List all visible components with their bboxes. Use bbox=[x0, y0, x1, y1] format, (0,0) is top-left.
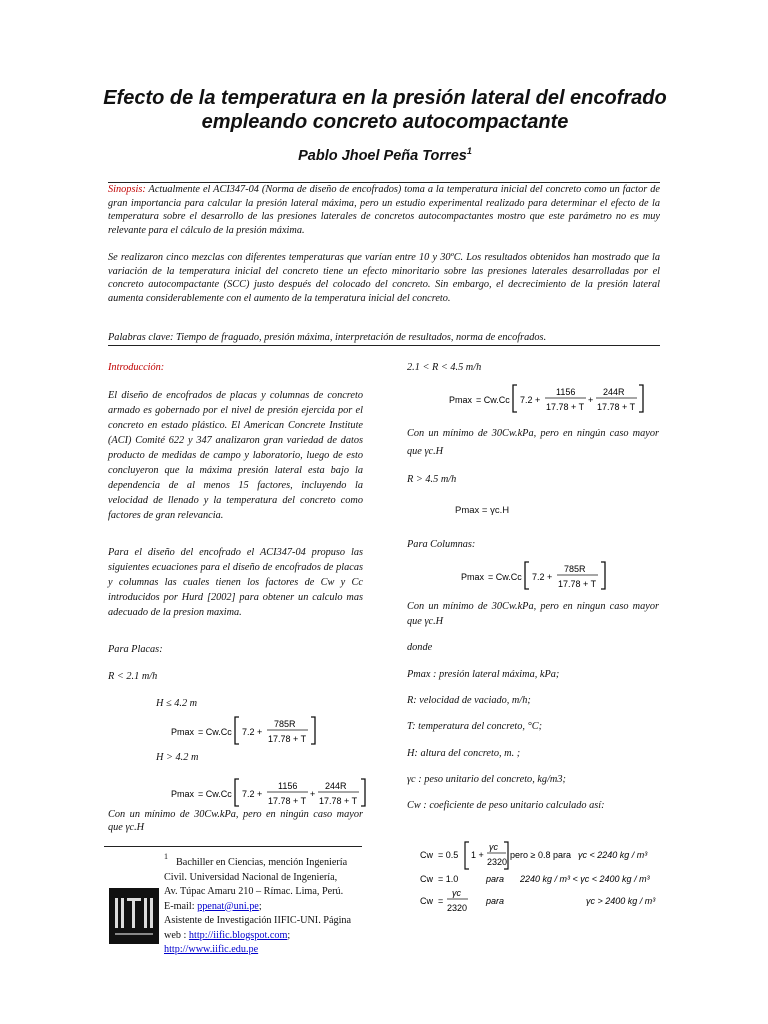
synopsis-label: Sinopsis: bbox=[108, 184, 146, 195]
cw-bracket-left bbox=[465, 842, 469, 869]
height-condition-gt: H > 4.2 m bbox=[156, 752, 199, 763]
eq-72: 7.2 + bbox=[520, 395, 541, 405]
footnote-line-1: Bachiller en Ciencias, mención Ingeniería bbox=[176, 857, 348, 868]
columnas-heading: Para Columnas: bbox=[407, 539, 476, 550]
cw-2-para: para bbox=[486, 874, 505, 884]
footnote-number: 1 bbox=[164, 852, 168, 861]
cw-gamma: γc bbox=[489, 842, 498, 852]
cw-3-label: Cw bbox=[420, 896, 433, 906]
eq-numerator-2: 244R bbox=[325, 781, 347, 791]
definition-h: H: altura del concreto, m. ; bbox=[407, 748, 521, 759]
eq-bracket-left bbox=[513, 385, 517, 412]
author-line bbox=[80, 146, 690, 164]
eq-bracket-right bbox=[311, 717, 315, 744]
equation-range bbox=[446, 381, 646, 415]
intro-paragraph-2: Para el diseño del encofrado el ACI347-04 propuso las siguientes ecuaciones para el diseño de encofrados de placas y columnas las cuales tienen los factores de Cw y Cc introducidos por Hurd [2002] para obtener un calculo mas adecuado de la presion maxima. bbox=[108, 547, 363, 618]
equation-columnas bbox=[458, 558, 608, 592]
email-punct: ; bbox=[258, 900, 262, 912]
cw-2-eq: = 1.0 bbox=[438, 874, 459, 884]
eq-denominator: 17.78 + T bbox=[268, 734, 307, 744]
definition-cw: Cw : coeficiente de peso unitario calculado así: bbox=[407, 800, 605, 811]
cw-2320: 2320 bbox=[487, 857, 508, 867]
footnote-line-6 bbox=[164, 929, 424, 944]
blog-link[interactable]: http://iific.blogspot.com bbox=[188, 929, 288, 941]
footnote-line-3: Av. Túpac Amaru 210 – Rímac. Lima, Perú. bbox=[164, 886, 344, 897]
cw-2-label: Cw bbox=[420, 874, 433, 884]
footnote-divider bbox=[104, 846, 362, 847]
eq-72: 7.2 + bbox=[242, 789, 263, 799]
eq-bracket-right bbox=[639, 385, 643, 412]
rate-range: 2.1 < R < 4.5 m/h bbox=[407, 362, 482, 373]
eq-pmax: Pmax bbox=[171, 727, 195, 737]
eq-denominator-1: 17.78 + T bbox=[268, 796, 307, 806]
eq-bracket-left bbox=[235, 779, 239, 806]
eq-numerator-2: 244R bbox=[603, 387, 625, 397]
eq-plus: + bbox=[310, 789, 316, 799]
cw-3-eq: = bbox=[438, 896, 444, 906]
author-footnote-mark: 1 bbox=[466, 146, 472, 156]
eq-bracket-left bbox=[525, 562, 529, 589]
synopsis-text: Actualmente el ACI347-04 (Norma de diseño de encofrados) toma a la temperatura inicial del concreto como un factor de gran importancia para calcular la presión lateral máxima, pero un estudio experimental realizado para determinar el efecto de la temperatura sobre el desarrollo de las presiones laterales de concretos autocompactantes mostro que este parámetro no es muy relevante para el cálculo de la presión máxima. bbox=[108, 184, 660, 236]
author-name: Pablo Jhoel Peña Torres bbox=[298, 147, 467, 164]
cw-3-2320: 2320 bbox=[447, 903, 468, 913]
eq-pmax: Pmax bbox=[461, 572, 485, 582]
eq-numerator: 785R bbox=[564, 564, 586, 574]
eq-bracket-right bbox=[361, 779, 365, 806]
footnote bbox=[164, 856, 424, 958]
paper-title: Efecto de la temperatura en la presión lateral del encofrado empleando concreto autocompactante bbox=[103, 87, 667, 133]
synopsis bbox=[108, 183, 660, 237]
keywords: Palabras clave: Tiempo de fraguado, presión máxima, interpretación de resultados, norma de encofrados. bbox=[108, 332, 547, 343]
cw-1-eq: = 0.5 bbox=[438, 850, 459, 860]
divider-keywords bbox=[108, 345, 660, 346]
placas-heading: Para Placas: bbox=[108, 644, 163, 655]
minimum-note-right-2: Con un mínimo de 30Cw.kPa, pero en ningun caso mayor que γc.H bbox=[407, 601, 659, 627]
height-condition-le: H ≤ 4.2 m bbox=[156, 698, 198, 709]
footnote-line-4 bbox=[164, 900, 424, 915]
cw-3-para: para bbox=[486, 896, 505, 906]
eq-numerator-1: 1156 bbox=[278, 781, 298, 791]
intro-paragraph-1: El diseño de encofrados de placas y columnas de concreto armado es gobernado por el nivel de presión ejercida por el concreto en estado plástico. El American Concrete Institute (ACI) Comité 622 y 347 analizaron gran variedad de datos producto de medidas de campo y laboratorio, luego de esto concluyeron que la máxima presión lateral esta bajo la dependencia de al menos 15 factores, incluyendo la velocidad de llenado y la temperatura del concreto como factores de gran relevancia. bbox=[108, 390, 363, 521]
cw-cond-2: 2240 kg / m³ < γc < 2400 kg / m³ bbox=[520, 874, 650, 884]
cw-equations bbox=[418, 838, 668, 918]
eq-denominator: 17.78 + T bbox=[558, 579, 597, 589]
equation-placas-h-gt bbox=[168, 775, 368, 809]
eq-numerator-1: 1156 bbox=[556, 387, 576, 397]
minimum-note-right-1: Con un mínimo de 30Cw.kPa, pero en ningún caso mayor que γc.H bbox=[407, 428, 659, 457]
rate-condition-low: R < 2.1 m/h bbox=[108, 671, 158, 682]
minimum-note-left: Con un mínimo de 30Cw.kPa, pero en ningún caso mayor que γc.H bbox=[108, 809, 363, 833]
eq-72: 7.2 + bbox=[532, 572, 553, 582]
email-link[interactable]: ppenat@uni.pe bbox=[197, 900, 259, 912]
intro-heading: Introducción: bbox=[108, 362, 165, 373]
cw-pero: pero ≥ 0.8 para bbox=[510, 850, 571, 860]
web-punct: ; bbox=[287, 929, 291, 941]
definition-r: R: velocidad de vaciado, m/h; bbox=[407, 695, 531, 706]
cw-cond-1: γc < 2240 kg / m³ bbox=[578, 850, 648, 860]
footnote-line-2: Civil. Universidad Nacional de Ingeniería, bbox=[164, 871, 338, 883]
eq-pmax: Pmax bbox=[449, 395, 473, 405]
eq-72: 7.2 + bbox=[242, 727, 263, 737]
eq-pmax: Pmax bbox=[171, 789, 195, 799]
eq-bracket-left bbox=[235, 717, 239, 744]
eq-denominator-2: 17.78 + T bbox=[597, 402, 636, 412]
eq-plus: + bbox=[588, 395, 594, 405]
eq-denominator-1: 17.78 + T bbox=[546, 402, 585, 412]
cw-one-plus: 1 + bbox=[471, 850, 484, 860]
eq-cwcc: = Cw.Cc bbox=[476, 395, 510, 405]
footnote-line-5: Asistente de Investigación IIFIC-UNI. Página bbox=[164, 915, 352, 926]
eq-bracket-right bbox=[601, 562, 605, 589]
eq-denominator-2: 17.78 + T bbox=[319, 796, 358, 806]
rate-condition-high: R > 4.5 m/h bbox=[407, 474, 457, 485]
web-label: web : bbox=[164, 929, 189, 941]
definition-t: T: temperatura del concreto, °C; bbox=[407, 721, 543, 732]
website-link[interactable]: http://www.iific.edu.pe bbox=[164, 944, 259, 955]
abstract-paragraph: Se realizaron cinco mezclas con diferentes temperaturas que varían entre 10 y 30ºC. Los resultados obtenidos han mostrado que la variación de la temperatura inicial del concreto tiene un efecto minoritario sobre las presiones laterales desarrolladas por el concreto autocompactante (SCC) justo después del colocado del concreto. Sin embargo, el decrecimiento de la presión lateral aumenta considerablemente con el aumento de la temperatura inicial del concreto. bbox=[108, 252, 660, 304]
email-label: E-mail: bbox=[164, 900, 198, 912]
cw-1-label: Cw bbox=[420, 850, 433, 860]
eq-cwcc: = Cw.Cc bbox=[198, 727, 232, 737]
equation-placas-h-le bbox=[168, 713, 318, 747]
logo-mark bbox=[109, 888, 159, 944]
eq-cwcc: = Cw.Cc bbox=[198, 789, 232, 799]
cw-cond-3: γc > 2400 kg / m³ bbox=[586, 896, 656, 906]
equation-pmax-gc: Pmax = γc.H bbox=[455, 505, 510, 516]
eq-cwcc: = Cw.Cc bbox=[488, 572, 522, 582]
definition-gamma: γc : peso unitario del concreto, kg/m3; bbox=[407, 774, 566, 785]
donde-label: donde bbox=[407, 642, 433, 653]
institution-logo bbox=[109, 888, 159, 944]
footnote-line-7 bbox=[164, 943, 424, 958]
definition-pmax: Pmax : presión lateral máxima, kPa; bbox=[407, 669, 560, 680]
cw-3-gamma: γc bbox=[452, 888, 461, 898]
eq-numerator: 785R bbox=[274, 719, 296, 729]
